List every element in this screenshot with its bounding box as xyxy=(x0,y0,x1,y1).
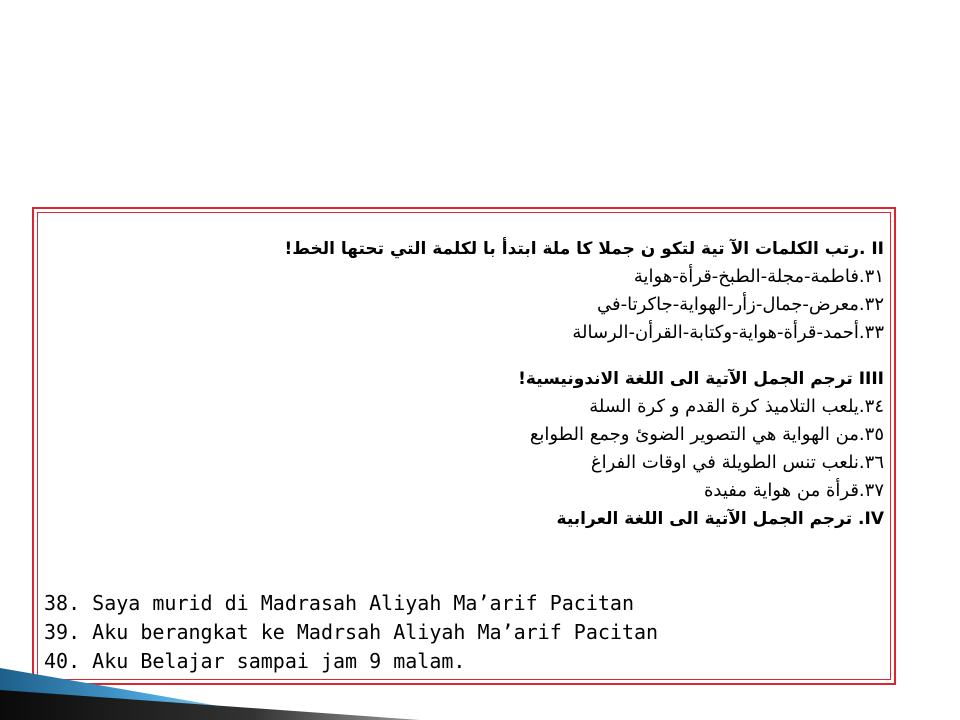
exercise-32: ٣٢.معرض-جمال-زأر-الهواية-جاكرتا-في xyxy=(597,294,884,315)
section-iv-heading: IV. ترجم الجمل الآتية الى اللغة العرابية xyxy=(556,509,884,529)
sentence-38: 38. Saya murid di Madrasah Aliyah Ma’arif Pacitan xyxy=(44,591,635,615)
exercise-33: ٣٣.أحمد-قرأة-هواية-وكتابة-القرأن-الرسالة xyxy=(572,322,884,343)
arabic-exercises xyxy=(64,235,884,533)
section-ii-heading: II .رتب الكلمات الآ تية لتكو ن جملا كا ملة ابتدأ با لكلمة التي تحتها الخط! xyxy=(284,239,884,259)
sentence-40: 40. Aku Belajar sampai jam 9 malam. xyxy=(44,649,466,673)
exercise-34: ٣٤.يلعب التلاميذ كرة القدم و كرة السلة xyxy=(589,396,884,417)
slide-corner-decoration xyxy=(0,660,420,720)
decor-dark-wedge xyxy=(0,690,420,720)
exercise-36: ٣٦.نلعب تنس الطويلة في اوقات الفراغ xyxy=(590,452,884,473)
exercise-35: ٣٥.من الهواية هي التصوير الضوئ وجمع الطوابع xyxy=(529,424,884,445)
sentence-39: 39. Aku berangkat ke Madrsah Aliyah Ma’arif Pacitan xyxy=(44,620,659,644)
exercise-37: ٣٧.قرأة من هواية مفيدة xyxy=(703,480,884,501)
section-iii-heading: IIII ترجم الجمل الآتية الى اللغة الاندونيسية! xyxy=(518,369,884,389)
worksheet-frame xyxy=(32,207,896,685)
exercise-31: ٣١.فاطمة-مجلة-الطبخ-قرأة-هواية xyxy=(633,266,884,287)
